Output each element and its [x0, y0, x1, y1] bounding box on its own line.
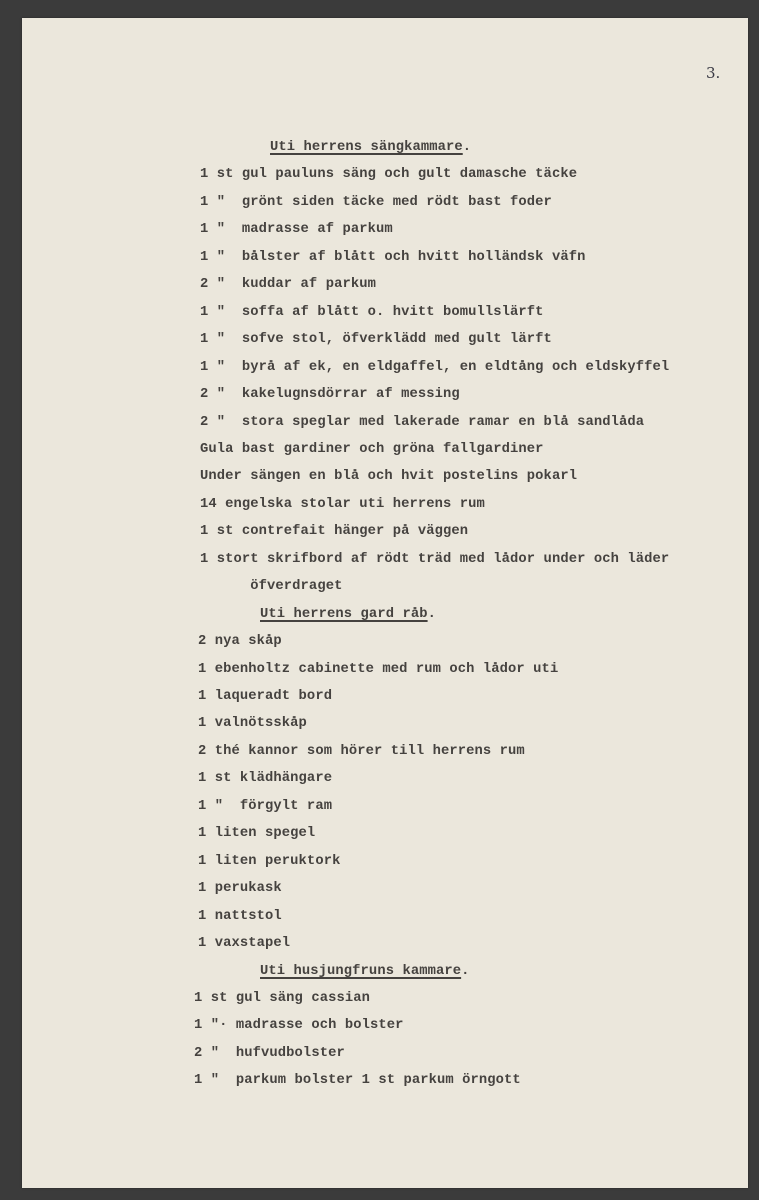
- inventory-line: Under sängen en blå och hvit postelins pokarl: [200, 469, 578, 485]
- inventory-line: 1 st gul pauluns säng och gult damasche täcke: [200, 167, 578, 183]
- inventory-line: 1 liten peruktork: [198, 853, 341, 869]
- inventory-line: 1 " grönt siden täcke med rödt bast foder: [200, 194, 552, 210]
- inventory-line: 2 " stora speglar med lakerade ramar en blå sandlåda: [200, 414, 645, 430]
- inventory-line: 1 " parkum bolster 1 st parkum örngott: [194, 1073, 521, 1089]
- inventory-line: 1 valnötsskåp: [198, 716, 307, 732]
- inventory-line: 2 nya skåp: [198, 634, 282, 650]
- document-page: [22, 18, 748, 1188]
- inventory-line: 1 " förgylt ram: [198, 798, 333, 814]
- inventory-line: 2 " hufvudbolster: [194, 1045, 345, 1061]
- page-number: 3.: [706, 64, 721, 82]
- inventory-line: 1 " sofve stol, öfverklädd med gult lärft: [200, 332, 552, 348]
- inventory-line: 1 stort skrifbord af rödt träd med lådor under och läder: [200, 551, 670, 567]
- inventory-line: 14 engelska stolar uti herrens rum: [200, 496, 485, 512]
- inventory-line: 2 " kakelugnsdörrar af messing: [200, 387, 460, 403]
- inventory-line: 1 " madrasse af parkum: [200, 222, 393, 238]
- inventory-line: 1 " soffa af blått o. hvitt bomullslärft: [200, 304, 544, 320]
- inventory-line: 1 st klädhängare: [198, 771, 333, 787]
- inventory-line: 1 vaxstapel: [198, 936, 291, 952]
- inventory-line: 2 " kuddar af parkum: [200, 277, 376, 293]
- inventory-line: 1 nattstol: [198, 908, 282, 924]
- inventory-line: 1 "· madrasse och bolster: [194, 1018, 404, 1034]
- section-heading-text: Uti herrens gard råb: [260, 606, 428, 622]
- inventory-line: 1 st contrefait hänger på väggen: [200, 524, 469, 540]
- inventory-line: 2 thé kannor som hörer till herrens rum: [198, 743, 525, 759]
- section-heading: Uti herrens sängkammare.: [270, 140, 472, 155]
- inventory-line: 1 st gul säng cassian: [194, 990, 370, 1006]
- inventory-line: 1 laqueradt bord: [198, 689, 333, 704]
- section-heading-text: Uti husjungfruns kammare: [260, 963, 462, 979]
- inventory-line: öfverdraget: [200, 579, 343, 595]
- inventory-line: 1 ebenholtz cabinette med rum och lådor uti: [198, 661, 559, 677]
- inventory-line: 1 " bålster af blått och hvitt holländsk väfn: [200, 249, 586, 265]
- section-heading: Uti herrens gard råb.: [260, 606, 436, 622]
- section-heading-text: Uti herrens sängkammare: [270, 140, 463, 155]
- inventory-line: 1 liten spegel: [198, 826, 316, 842]
- inventory-line: Gula bast gardiner och gröna fallgardiner: [200, 441, 544, 457]
- inventory-line: 1 " byrå af ek, en eldgaffel, en eldtång och eldskyffel: [200, 359, 670, 375]
- section-heading: Uti husjungfruns kammare.: [260, 963, 470, 979]
- inventory-line: 1 perukask: [198, 881, 282, 897]
